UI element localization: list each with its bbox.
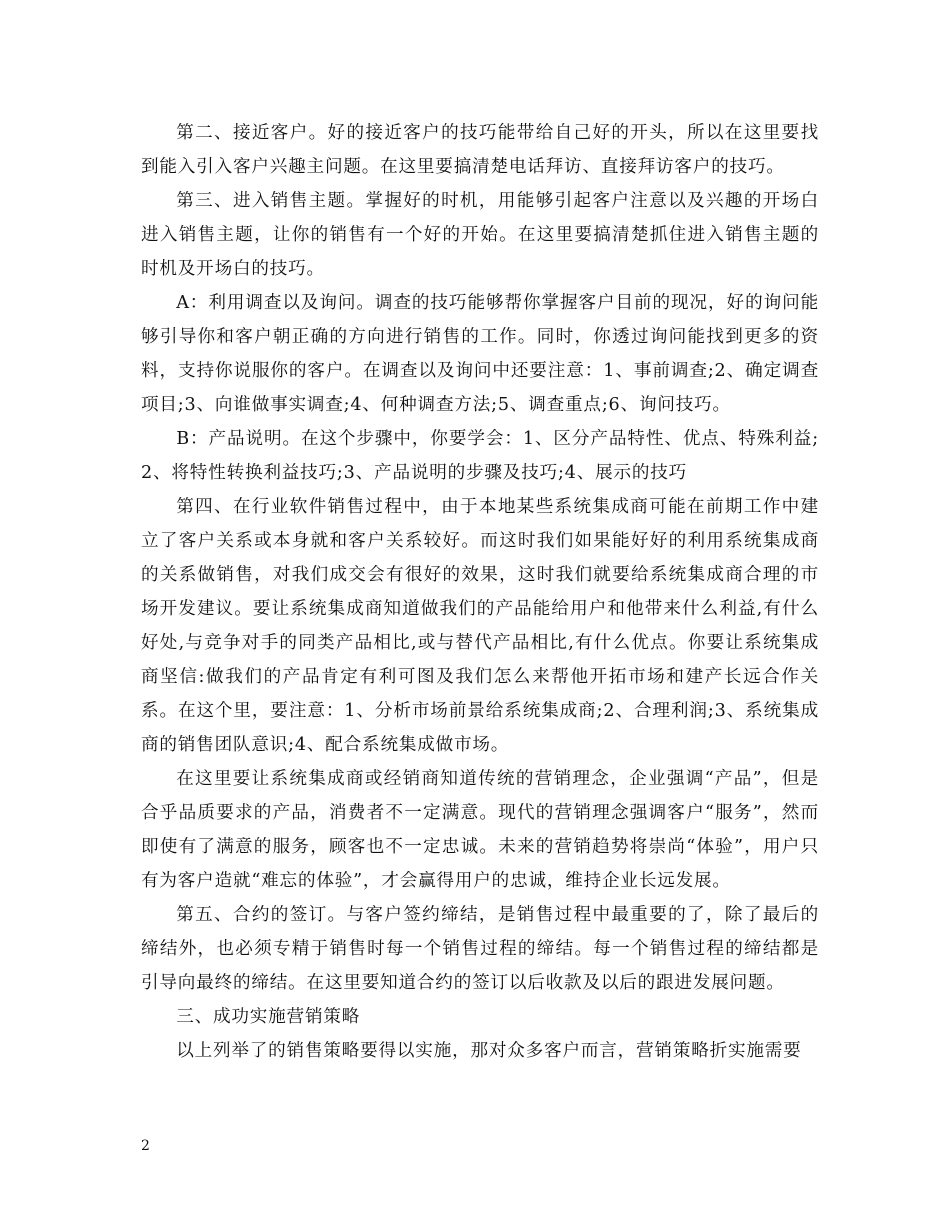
paragraph-approach-customer: 第二、接近客户。好的接近客户的技巧能带给自己好的开头，所以在这里要找到能入引入客户兴趣主问题。在这里要搞清楚电话拜访、直接拜访客户的技巧。 [141,123,819,177]
paragraph-strategy-implementation: 以上列举了的销售策略要得以实施，那对众多客户而言，营销策略折实施需要 [176,1041,802,1061]
paragraph-product-description: B：产品说明。在这个步骤中，你要学会：1、区分产品特性、优点、特殊利益;2、将特性转换利益技巧;3、产品说明的步骤及技巧;4、展示的技巧 [141,429,819,483]
paragraph-system-integrator: 第四、在行业软件销售过程中，由于本地某些系统集成商可能在前期工作中建立了客户关系或本身就和客户关系较好。而这时我们如果能好好的利用系统集成商的关系做销售，对我们成交会有很好的效果，这时我们就要给系统集成商合理的市场开发建议。要让系统集成商知道做我们的产品能给用户和他带来什么利益,有什么好处,与竞争对手的同类产品相比,或与替代产品相比,有什么优点。你要让系统集成商坚信:做我们的产品肯定有利可图及我们怎么来帮他开拓市场和建产长远合作关系。在这个里，要注意：1、分析市场前景给系统集成商;2、合理利润;3、系统集成商的销售团队意识;4、配合系统集成做市场。 [141,497,819,755]
paragraph-marketing-concept: 在这里要让系统集成商或经销商知道传统的营销理念，企业强调“产品”，但是合乎品质要求的产品，消费者不一定满意。现代的营销理念强调客户“服务”，然而即使有了满意的服务，顾客也不一定忠诚。未来的营销趋势将崇尚“体验”，用户只有为客户造就“难忘的体验”，才会赢得用户的忠诚，维持企业长远发展。 [141,769,819,891]
section-heading-strategy: 三、成功实施营销策略 [176,1007,361,1027]
paragraph-contract-signing: 第五、合约的签订。与客户签约缔结，是销售过程中最重要的了，除了最后的缔结外，也必须专精于销售时每一个销售过程的缔结。每一个销售过程的缔结都是引导向最终的缔结。在这里要知道合约的签订以后收款及以后的跟进发展问题。 [141,905,819,993]
document-body [141,116,819,1068]
paragraph-enter-sales-topic: 第三、进入销售主题。掌握好的时机，用能够引起客户注意以及兴趣的开场白进入销售主题，让你的销售有一个好的开始。在这里要搞清楚抓住进入销售主题的时机及开场白的技巧。 [141,191,819,279]
paragraph-survey-inquiry: A：利用调查以及询问。调查的技巧能够帮你掌握客户目前的现况，好的询问能够引导你和客户朝正确的方向进行销售的工作。同时，你透过询问能找到更多的资料，支持你说服你的客户。在调查以及询问中还要注意：1、事前调查;2、确定调查项目;3、向谁做事实调查;4、何种调查方法;5、调查重点;6、询问技巧。 [141,293,819,415]
page-number: 2 [141,1138,150,1154]
